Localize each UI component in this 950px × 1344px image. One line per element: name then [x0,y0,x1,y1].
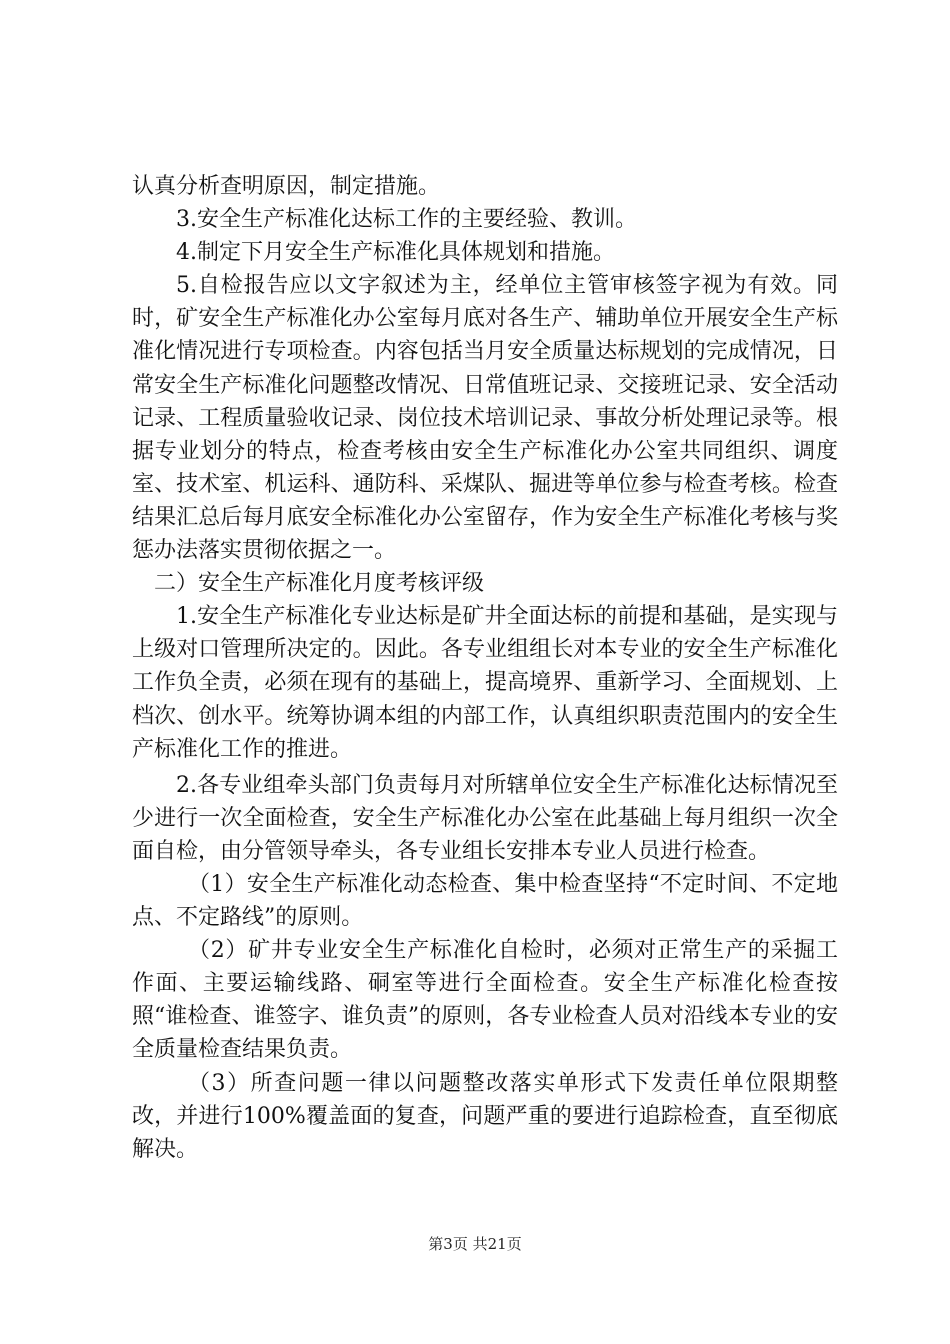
page-number: 第3页 共21页 [428,1235,522,1253]
paragraph-subitem-3: （3）所查问题一律以问题整改落实单形式下发责任单位限期整改，并进行100%覆盖面的复查，问题严重的要进行追踪检查，直至彻底解决。 [132,1070,838,1162]
document-body [132,170,838,1166]
paragraph-subitem-1: （1）安全生产标准化动态检查、集中检查坚持“不定时间、不定地点、不定路线”的原则。 [132,871,838,931]
paragraph-item-2: 2.各专业组牵头部门负责每月对所辖单位安全生产标准化达标情况至少进行一次全面检查，安全生产标准化办公室在此基础上每月组织一次全面自检，由分管领导牵头，各专业组长安排本专业人员进行检查。 [132,772,838,864]
section-heading: 二）安全生产标准化月度考核评级 [154,571,485,597]
paragraph-item-3: 3.安全生产标准化达标工作的主要经验、教训。 [176,207,637,233]
paragraph-subitem-2: （2）矿井专业安全生产标准化自检时，必须对正常生产的采掘工作面、主要运输线路、硐室等进行全面检查。安全生产标准化检查按照“谁检查、谁签字、谁负责”的原则，各专业检查人员对沿线本专业的安全质量检查结果负责。 [132,938,838,1063]
paragraph-item-1: 1.安全生产标准化专业达标是矿井全面达标的前提和基础，是实现与上级对口管理所决定的。因此。各专业组组长对本专业的安全生产标准化工作负全责，必须在现有的基础上，提高境界、重新学习、全面规划、上档次、创水平。统筹协调本组的内部工作，认真组织职责范围内的安全生产标准化工作的推进。 [132,604,838,762]
paragraph-continuation: 认真分析查明原因，制定措施。 [132,174,441,199]
paragraph-item-5: 5.自检报告应以文字叙述为主，经单位主管审核签字视为有效。同时，矿安全生产标准化办公室每月底对各生产、辅助单位开展安全生产标准化情况进行专项检查。内容包括当月安全质量达标规划的完成情况，日常安全生产标准化问题整改情况、日常值班记录、交接班记录、安全活动记录、工程质量验收记录、岗位技术培训记录、事故分析处理记录等。根据专业划分的特点，检查考核由安全生产标准化办公室共同组织、调度室、技术室、机运科、通防科、采煤队、掘进等单位参与检查考核。检查结果汇总后每月底安全标准化办公室留存，作为安全生产标准化考核与奖惩办法落实贯彻依据之一。 [132,273,838,564]
paragraph-item-4: 4.制定下月安全生产标准化具体规划和措施。 [176,240,615,266]
